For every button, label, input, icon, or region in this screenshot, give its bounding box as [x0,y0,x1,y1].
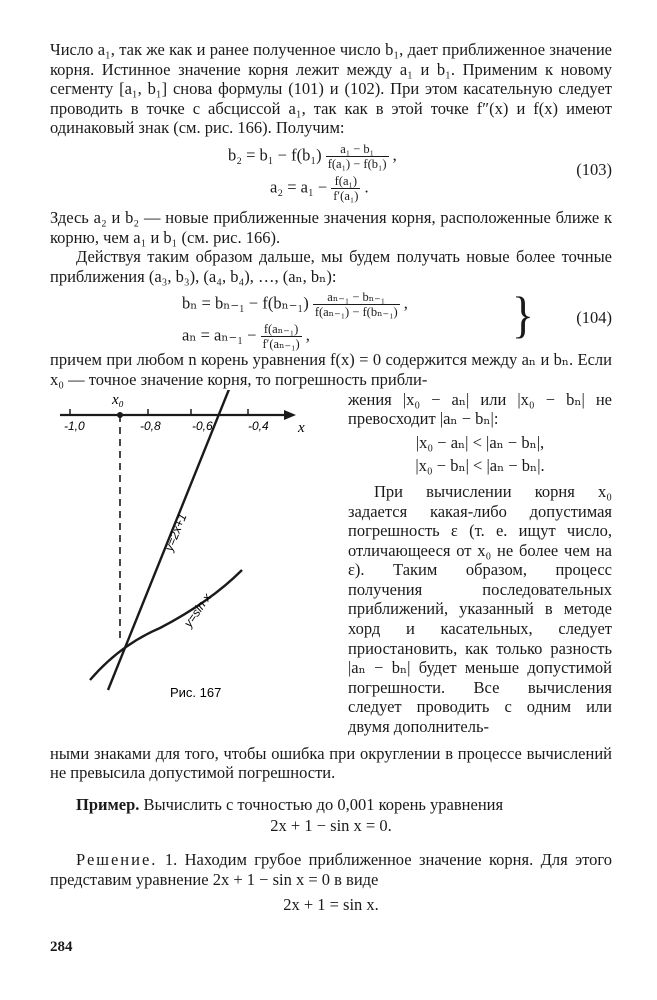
paragraph-1: Число a₁, так же как и ранее полученное число b₁, дает приближенное значение корня. Истинное значение корня лежит между a₁ и b₁. Применим к новому сегменту [a₁, b₁] снова формулы (101) и (102). При этом касательную следует проводить в точке с абсциссой a₁, так как в этой точке f″(x) и f(x) имеют одинаковый знак (см. рис. 166). Получим: [50,40,612,138]
rcol-text-1: жения |x₀ − aₙ| или |x₀ − bₙ| не превосходит |aₙ − bₙ|: [348,389,612,429]
eq103-line1-num: a₁ − b₁ [326,142,389,157]
eq103-line1-den: f(a₁) − f(b₁) [327,156,387,171]
eq103-line2-den: f′(a₁) [333,188,359,203]
eq104-line2-den: f′(aₙ₋₁) [262,337,300,352]
right-brace: } [511,286,534,343]
example-text: Вычислить с точностью до 0,001 корень уравнения [143,794,504,814]
figure-167 [50,390,355,740]
tick-label: -1,0 [64,418,85,433]
paragraph-5: ными знаками для того, чтобы ошибка при округлении в процессе вычислений не превысила допустимой погрешности. [50,743,612,783]
solution-text: 1. Находим грубое приближенное значение корня. Для этого представим уравнение 2x + 1 − sin x = 0 в виде [50,849,613,889]
tick-label: -0,4 [248,418,269,433]
page-number: 284 [50,939,73,955]
x-axis-label: x [298,419,305,436]
equation-number-103: (103) [576,159,612,179]
paragraph-2: Здесь a₂ и b₂ — новые приближенные значения корня, расположенные ближе к корню, чем a₁ и b₁ (см. рис. 166). [50,207,612,247]
eq104-line1-den: f(aₙ₋₁) − f(bₙ₋₁) [314,305,398,320]
curve-label: y=sin x [180,590,215,630]
eq104-line2-left: aₙ = aₙ₋₁ − [182,325,257,345]
eq103-line2-left: a₂ = a₁ − [270,177,328,197]
equation-number-104: (104) [576,308,612,328]
figure-and-text [50,390,612,750]
paragraph-4: причем при любом n корень уравнения f(x) = 0 содержится между aₙ и bₙ. Если x₀ — точное значение корня, то погрешность прибли- [50,350,612,389]
line-label: y=2x+1 [161,510,190,553]
eq103-line1-left: b₂ = b₁ − f(b₁) [228,145,322,165]
x-axis-arrow-icon [284,410,296,420]
solution-equation: 2x + 1 = sin x. [283,895,379,915]
figure-caption: Рис. 167 [170,684,222,700]
rcol-text-2: При вычислении корня x₀ задается какая-либо допустимая погрешность ε (т. е. ищут число, отличающееся от x₀ не более чем на ε). Таким образом, процесс получения последовательных приближений, указанный в методе хорд и касательных, следует приостановить, как только разность |aₙ − bₙ| будет меньше допустимой погрешности. Все вычисления следует проводить с одним или двумя дополнитель- [348,481,612,737]
example-paragraph [50,795,612,815]
equation-103: b₂ = b₁ − f(b₁) $\frac{\text{a₁ − b₁}}{\text{f(a₁) − f(b₁)}}$ , a₂ = a₁ − $\frac{\text{f(a₁)}}{\text{f′(a₁)}}$ . (103) [228,141,612,203]
eq104-line1-num: aₙ₋₁ − bₙ₋₁ [313,290,400,305]
eq104-line1-left: bₙ = bₙ₋₁ − f(bₙ₋₁) [182,293,309,313]
example-label: Пример. [76,794,140,814]
tick-label: -0,8 [140,418,161,433]
solution-paragraph [50,850,612,889]
paragraph-3: Действуя таким образом дальше, мы будем получать новые более точные приближения (a₃, b₃), (a₄, b₄), …, (aₙ, bₙ): [50,247,612,286]
page-content [50,40,612,915]
curve-y-sin-x [90,570,242,680]
example-equation: 2x + 1 − sin x = 0. [270,816,392,836]
inequality-2: |x₀ − bₙ| < |aₙ − bₙ|. [415,456,545,476]
equation-104: bₙ = bₙ₋₁ − f(bₙ₋₁) $\frac{\text{aₙ₋₁ − bₙ₋₁}}{\text{f(aₙ₋₁) − f(bₙ₋₁)}}$ , aₙ = aₙ₋₁ − $\frac{\text{f(aₙ₋₁)}}{\text{f′(aₙ₋₁)}}$ , } (104) [182,286,612,352]
eq104-line2-num: f(aₙ₋₁) [261,322,302,337]
x0-label: x₀ [112,391,124,408]
eq103-line2-num: f(a₁) [331,174,360,189]
solution-label: Решение. [76,849,158,869]
right-column-text [348,390,612,737]
inequality-1: |x₀ − aₙ| < |aₙ − bₙ|, [415,432,545,452]
tick-label: -0,6 [192,418,213,433]
